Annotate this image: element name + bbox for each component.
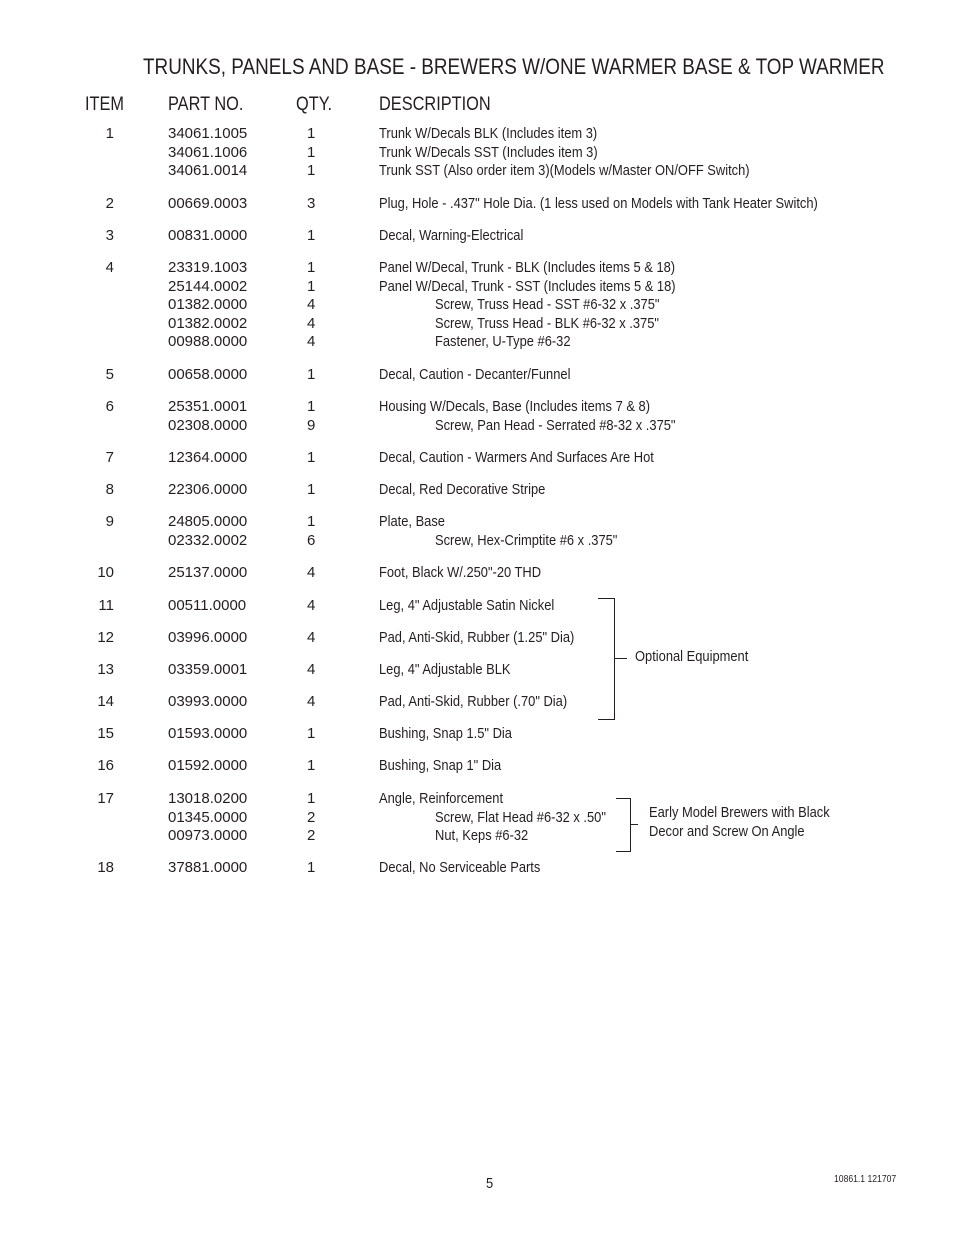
qty-cell: [307, 513, 315, 550]
quantity: 3: [307, 195, 316, 212]
description-text: Plug, Hole - .437" Hole Dia. (1 less used on Models with Tank Heater Switch): [379, 195, 818, 212]
item-number: 3: [105, 227, 114, 244]
qty-cell: [307, 757, 315, 776]
quantity: 2: [307, 808, 316, 826]
description: [379, 296, 724, 315]
part-number: 03996.0000: [168, 629, 248, 646]
description-cell: [379, 629, 606, 648]
document-code: 10861.1 121707: [834, 1174, 897, 1185]
description-text: Leg, 4" Adjustable BLK: [379, 661, 511, 678]
item-number: 9: [105, 513, 114, 530]
description-cell: [379, 195, 889, 214]
description-cell: [379, 757, 521, 776]
description: [379, 757, 521, 776]
description-text: Nut, Keps #6-32: [435, 827, 529, 845]
part-number: 00669.0003: [168, 195, 248, 212]
description: [379, 417, 715, 436]
part-number: 00658.0000: [168, 366, 248, 383]
description-text: Housing W/Decals, Base (Includes items 7 & 8): [379, 398, 651, 415]
description: [379, 162, 810, 181]
description-text: Decal, Red Decorative Stripe: [379, 481, 546, 498]
part-number-cell: [168, 513, 247, 550]
part-number: 01382.0002: [168, 314, 248, 332]
description: [379, 333, 724, 352]
item-number: 8: [105, 481, 114, 498]
description-text: Panel W/Decal, Trunk - SST (Includes items 5 & 18): [379, 277, 676, 295]
optional-equipment-note: Optional Equipment: [635, 648, 749, 665]
description-text: Bushing, Snap 1.5" Dia: [379, 725, 512, 742]
description-cell: [379, 227, 547, 246]
part-number-cell: [168, 859, 247, 878]
part-number: 00831.0000: [168, 227, 248, 244]
quantity: 4: [307, 564, 316, 581]
quantity: 4: [307, 314, 316, 332]
description-cell: [379, 125, 810, 181]
quantity: 1: [307, 143, 316, 161]
part-number: 01345.0000: [168, 808, 248, 826]
quantity: 4: [307, 597, 316, 614]
qty-cell: [307, 125, 315, 181]
description-text: Screw, Pan Head - Serrated #8-32 x .375": [435, 416, 676, 434]
description: [379, 809, 634, 828]
quantity: 1: [307, 481, 316, 498]
description-text: Trunk SST (Also order item 3)(Models w/Master ON/OFF Switch): [379, 162, 750, 180]
quantity: 1: [307, 790, 316, 807]
item-number: 18: [97, 859, 114, 876]
description-cell: [379, 564, 567, 583]
part-number: 03359.0001: [168, 661, 248, 678]
description: [379, 481, 572, 500]
description: [379, 790, 634, 809]
early-model-note-line1: Early Model Brewers with Black: [649, 804, 830, 821]
description-text: Angle, Reinforcement: [379, 790, 504, 807]
qty-cell: [307, 227, 315, 246]
early-model-note: [649, 804, 859, 841]
quantity: 9: [307, 416, 316, 434]
qty-cell: [307, 564, 315, 583]
description-cell: [379, 725, 534, 744]
part-number-cell: [168, 195, 247, 214]
description-text: Panel W/Decal, Trunk - BLK (Includes items 5 & 18): [379, 259, 676, 276]
part-number-cell: [168, 259, 247, 352]
description-cell: [379, 513, 647, 550]
part-number-cell: [168, 227, 247, 246]
quantity: 1: [307, 366, 316, 383]
description-text: Leg, 4" Adjustable Satin Nickel: [379, 597, 555, 614]
quantity: 1: [307, 125, 316, 142]
description-text: Screw, Flat Head #6-32 x .50": [435, 808, 606, 826]
part-number-cell: [168, 597, 246, 616]
item-number: 5: [105, 366, 114, 383]
description-text: Trunk W/Decals BLK (Includes item 3): [379, 125, 598, 142]
header-item: ITEM: [85, 94, 125, 115]
qty-cell: [307, 859, 315, 878]
part-number: 37881.0000: [168, 859, 248, 876]
optional-equipment-tick: [615, 658, 627, 659]
quantity: 2: [307, 827, 316, 845]
part-number: 00988.0000: [168, 333, 248, 351]
qty-cell: [307, 725, 315, 744]
item-number: 17: [97, 790, 114, 807]
item-number: 15: [97, 725, 114, 742]
description-cell: [379, 693, 598, 712]
part-number: 12364.0000: [168, 449, 248, 466]
quantity: 1: [307, 449, 316, 466]
description-cell: [379, 661, 532, 680]
description: [379, 725, 534, 744]
page-number: 5: [486, 1175, 494, 1192]
description-cell: [379, 366, 602, 385]
quantity: 1: [307, 259, 316, 276]
description-text: Screw, Truss Head - BLK #6-32 x .375": [435, 314, 659, 332]
part-number: 34061.1005: [168, 125, 248, 142]
quantity: 1: [307, 859, 316, 876]
description: [379, 564, 567, 583]
optional-equipment-bracket: [598, 598, 615, 720]
part-number-cell: [168, 725, 247, 744]
part-number: 02332.0002: [168, 531, 248, 549]
quantity: 1: [307, 227, 316, 244]
quantity: 4: [307, 693, 316, 710]
part-number-cell: [168, 125, 247, 181]
description: [379, 661, 532, 680]
part-number-cell: [168, 693, 247, 712]
quantity: 4: [307, 629, 316, 646]
description: [379, 398, 715, 417]
description: [379, 144, 810, 163]
header-description: DESCRIPTION: [379, 94, 491, 115]
part-number: 25137.0000: [168, 564, 248, 581]
item-number: 6: [105, 398, 114, 415]
part-number: 22306.0000: [168, 481, 248, 498]
quantity: 1: [307, 725, 316, 742]
description-cell: [379, 481, 572, 500]
qty-cell: [307, 661, 315, 680]
item-number: 14: [97, 693, 114, 710]
description-text: Decal, No Serviceable Parts: [379, 859, 541, 876]
item-number: 13: [97, 661, 114, 678]
description: [379, 125, 810, 144]
description-text: Screw, Truss Head - SST #6-32 x .375": [435, 296, 660, 314]
qty-cell: [307, 693, 315, 712]
qty-cell: [307, 790, 315, 846]
item-number: 16: [97, 757, 114, 774]
description-text: Fastener, U-Type #6-32: [435, 333, 571, 351]
description: [379, 315, 724, 334]
part-number: 01593.0000: [168, 725, 248, 742]
item-number: 10: [97, 564, 114, 581]
part-number-cell: [168, 449, 247, 468]
qty-cell: [307, 481, 315, 500]
description: [379, 278, 724, 297]
description: [379, 366, 602, 385]
header-qty: QTY.: [296, 94, 333, 115]
description-text: Bushing, Snap 1" Dia: [379, 757, 502, 774]
description: [379, 859, 567, 878]
part-number: 34061.1006: [168, 143, 248, 161]
description-cell: [379, 398, 715, 435]
description-cell: [379, 597, 583, 616]
part-number: 25351.0001: [168, 398, 248, 415]
part-number: 02308.0000: [168, 416, 248, 434]
description-text: Decal, Warning-Electrical: [379, 227, 524, 244]
early-model-note-line2: Decor and Screw On Angle: [649, 822, 805, 840]
part-number-cell: [168, 757, 247, 776]
part-number-cell: [168, 564, 247, 583]
description-text: Screw, Hex-Crimptite #6 x .375": [435, 531, 618, 549]
quantity: 4: [307, 661, 316, 678]
part-number-cell: [168, 661, 247, 680]
description: [379, 513, 647, 532]
qty-cell: [307, 629, 315, 648]
description: [379, 693, 598, 712]
quantity: 1: [307, 277, 316, 295]
quantity: 1: [307, 757, 316, 774]
quantity: 6: [307, 531, 316, 549]
description: [379, 259, 724, 278]
qty-cell: [307, 195, 315, 214]
description-text: Foot, Black W/.250"-20 THD: [379, 564, 542, 581]
description-cell: [379, 859, 567, 878]
quantity: 4: [307, 333, 316, 351]
early-model-tick: [631, 824, 638, 825]
part-number-cell: [168, 790, 247, 846]
description: [379, 449, 699, 468]
part-number: 13018.0200: [168, 790, 248, 807]
qty-cell: [307, 259, 315, 352]
quantity: 1: [307, 513, 316, 530]
qty-cell: [307, 597, 315, 616]
part-number: 24805.0000: [168, 513, 248, 530]
quantity: 1: [307, 398, 316, 415]
description-text: Plate, Base: [379, 513, 445, 530]
description-text: Trunk W/Decals SST (Includes item 3): [379, 143, 598, 161]
part-number: 01592.0000: [168, 757, 248, 774]
quantity: 1: [307, 162, 316, 180]
qty-cell: [307, 398, 315, 435]
description: [379, 532, 647, 551]
description: [379, 629, 606, 648]
item-number: 4: [105, 259, 114, 276]
description-cell: [379, 449, 699, 468]
description-cell: [379, 259, 724, 352]
description: [379, 597, 583, 616]
part-number: 23319.1003: [168, 259, 248, 276]
item-number: 11: [98, 597, 114, 614]
description: [379, 827, 634, 846]
description-text: Decal, Caution - Warmers And Surfaces Are Hot: [379, 449, 654, 466]
part-number-cell: [168, 629, 247, 648]
quantity: 4: [307, 296, 316, 314]
description-cell: [379, 790, 634, 846]
qty-cell: [307, 449, 315, 468]
description-text: Pad, Anti-Skid, Rubber (1.25" Dia): [379, 629, 575, 646]
part-number: 34061.0014: [168, 162, 248, 180]
part-number: 00511.0000: [168, 597, 247, 614]
description-text: Pad, Anti-Skid, Rubber (.70" Dia): [379, 693, 568, 710]
description: [379, 227, 547, 246]
description-text: Decal, Caution - Decanter/Funnel: [379, 366, 571, 383]
part-number: 03993.0000: [168, 693, 248, 710]
header-part-no: PART NO.: [168, 94, 244, 115]
item-number: 2: [105, 195, 114, 212]
item-number: 7: [105, 449, 114, 466]
description: [379, 195, 889, 214]
part-number-cell: [168, 398, 247, 435]
part-number-cell: [168, 366, 247, 385]
early-model-bracket: [616, 798, 631, 852]
page-title: TRUNKS, PANELS AND BASE - BREWERS W/ONE WARMER BASE & TOP WARMER: [143, 54, 885, 79]
item-number: 1: [105, 125, 114, 142]
item-number: 12: [97, 629, 114, 646]
part-number: 01382.0000: [168, 296, 248, 314]
part-number: 00973.0000: [168, 827, 248, 845]
part-number-cell: [168, 481, 247, 500]
part-number: 25144.0002: [168, 277, 248, 295]
qty-cell: [307, 366, 315, 385]
